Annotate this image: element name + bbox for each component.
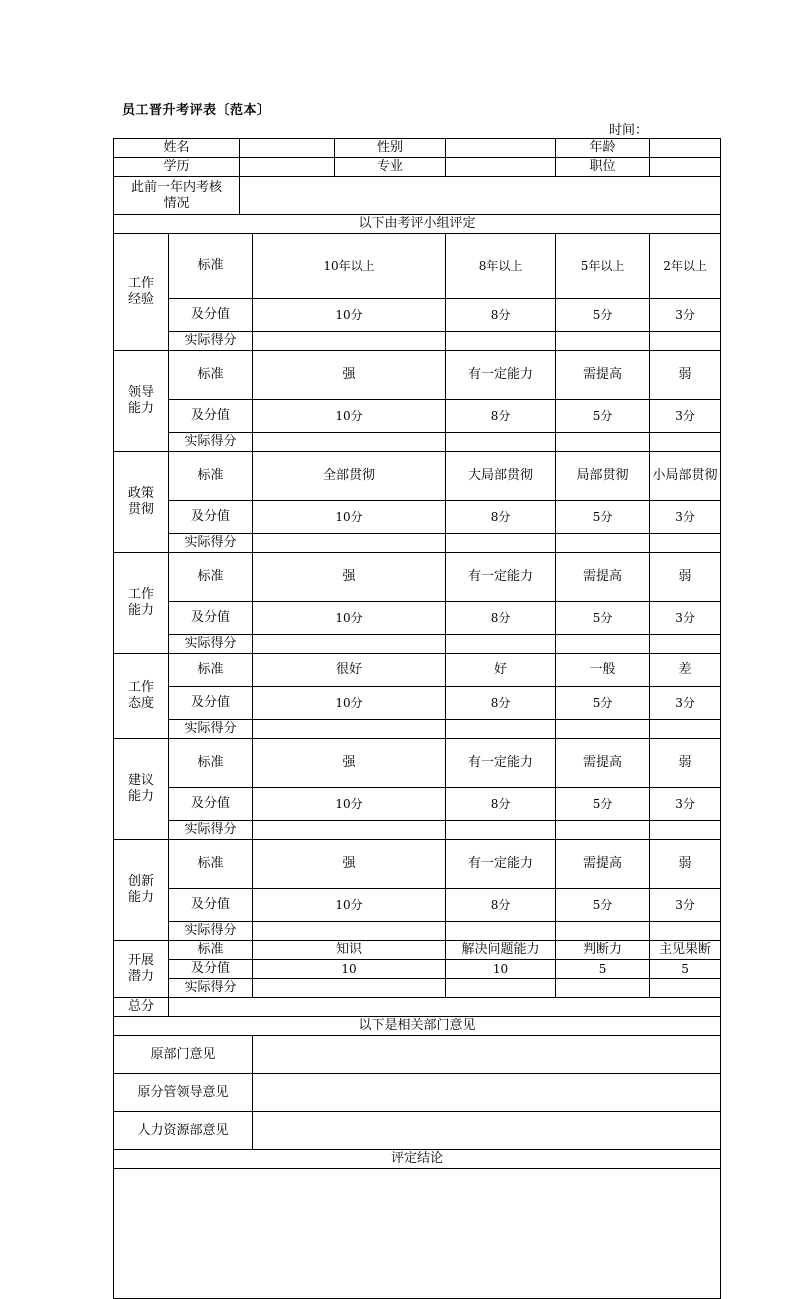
total-label: 总分 [114, 998, 169, 1017]
score-value: 8分 [446, 889, 556, 922]
category-actual-row [114, 433, 721, 452]
score-value: 10分 [253, 501, 446, 534]
actual-score-cell[interactable] [650, 332, 721, 351]
actual-score-cell[interactable] [253, 534, 446, 553]
opinion-value-cell[interactable] [253, 1112, 721, 1150]
actual-score-cell[interactable] [446, 332, 556, 351]
category-actual-row [114, 720, 721, 739]
category-standard-row [114, 452, 721, 501]
gender-value-cell[interactable] [446, 139, 556, 158]
standard-option: 8年以上 [446, 234, 556, 299]
actual-score-cell[interactable] [650, 534, 721, 553]
standard-option: 强 [253, 351, 446, 400]
evaluation-form-table [113, 138, 721, 1299]
actual-score-label: 实际得分 [169, 534, 253, 553]
category-label: 政策 贯彻 [114, 452, 169, 553]
major-label: 专业 [335, 158, 446, 177]
score-value: 5分 [556, 400, 650, 433]
score-value: 5 [650, 960, 721, 979]
score-value: 3分 [650, 602, 721, 635]
actual-score-cell[interactable] [556, 332, 650, 351]
standard-option: 解决问题能力 [446, 941, 556, 960]
education-value-cell[interactable] [240, 158, 335, 177]
actual-score-cell[interactable] [650, 635, 721, 654]
standard-option: 需提高 [556, 553, 650, 602]
score-value-label: 及分值 [169, 687, 253, 720]
actual-score-cell[interactable] [253, 922, 446, 941]
category-standard-row [114, 840, 721, 889]
opinion-row [114, 1112, 721, 1150]
category-score-row [114, 299, 721, 332]
standard-option: 差 [650, 654, 721, 687]
score-value: 5分 [556, 299, 650, 332]
actual-score-cell[interactable] [650, 433, 721, 452]
score-value-label: 及分值 [169, 501, 253, 534]
score-value: 8分 [446, 400, 556, 433]
actual-score-cell[interactable] [556, 821, 650, 840]
standard-option: 弱 [650, 840, 721, 889]
category-actual-row [114, 534, 721, 553]
score-value: 8分 [446, 501, 556, 534]
score-value: 10 [446, 960, 556, 979]
standard-option: 需提高 [556, 840, 650, 889]
score-value: 5分 [556, 501, 650, 534]
category-standard-row [114, 654, 721, 687]
actual-score-label: 实际得分 [169, 720, 253, 739]
conclusion-body-row [114, 1169, 721, 1299]
prior-review-label: 此前一年内考核 情况 [114, 177, 240, 215]
category-label: 工作 能力 [114, 553, 169, 654]
score-value: 8分 [446, 687, 556, 720]
score-value: 10 [253, 960, 446, 979]
score-value: 5 [556, 960, 650, 979]
standard-option: 大局部贯彻 [446, 452, 556, 501]
standard-label: 标准 [169, 739, 253, 788]
standard-option: 弱 [650, 739, 721, 788]
total-value-cell[interactable] [169, 998, 721, 1017]
basic-row-2 [114, 158, 721, 177]
opinion-label: 原部门意见 [114, 1036, 253, 1074]
category-actual-row [114, 635, 721, 654]
score-value-label: 及分值 [169, 889, 253, 922]
standard-option: 很好 [253, 654, 446, 687]
score-value: 10分 [253, 687, 446, 720]
opinion-label: 原分管领导意见 [114, 1074, 253, 1112]
standard-option: 判断力 [556, 941, 650, 960]
standard-label: 标准 [169, 840, 253, 889]
gender-label: 性别 [335, 139, 446, 158]
opinion-value-cell[interactable] [253, 1036, 721, 1074]
standard-label: 标准 [169, 351, 253, 400]
category-standard-row [114, 739, 721, 788]
category-standard-row [114, 941, 721, 960]
standard-option: 知识 [253, 941, 446, 960]
position-label: 职位 [556, 158, 650, 177]
score-value: 3分 [650, 788, 721, 821]
standard-option: 小局部贯彻 [650, 452, 721, 501]
score-value-label: 及分值 [169, 788, 253, 821]
actual-score-cell[interactable] [253, 720, 446, 739]
category-label: 建议 能力 [114, 739, 169, 840]
basic-row-1 [114, 139, 721, 158]
dept-header: 以下是相关部门意见 [114, 1017, 721, 1036]
document-title: 员工晋升考评表〔范本〕 [122, 103, 271, 118]
category-score-row [114, 960, 721, 979]
actual-score-cell[interactable] [556, 433, 650, 452]
standard-option: 强 [253, 840, 446, 889]
standard-label: 标准 [169, 654, 253, 687]
actual-score-cell[interactable] [556, 979, 650, 998]
category-score-row [114, 602, 721, 635]
panel-header: 以下由考评小组评定 [114, 215, 721, 234]
standard-option: 强 [253, 553, 446, 602]
standard-option: 有一定能力 [446, 840, 556, 889]
actual-score-cell[interactable] [650, 979, 721, 998]
standard-label: 标准 [169, 234, 253, 299]
age-value-cell[interactable] [650, 139, 721, 158]
category-standard-row [114, 234, 721, 299]
education-label: 学历 [114, 158, 240, 177]
actual-score-cell[interactable] [446, 922, 556, 941]
actual-score-cell[interactable] [446, 433, 556, 452]
opinion-value-cell[interactable] [253, 1074, 721, 1112]
score-value: 10分 [253, 889, 446, 922]
category-actual-row [114, 821, 721, 840]
score-value-label: 及分值 [169, 299, 253, 332]
standard-option: 局部贯彻 [556, 452, 650, 501]
category-label: 领导 能力 [114, 351, 169, 452]
actual-score-cell[interactable] [446, 821, 556, 840]
opinion-row [114, 1036, 721, 1074]
panel-header-row [114, 215, 721, 234]
conclusion-header-row [114, 1150, 721, 1169]
dept-header-row [114, 1017, 721, 1036]
standard-label: 标准 [169, 553, 253, 602]
actual-score-label: 实际得分 [169, 332, 253, 351]
actual-score-cell[interactable] [446, 979, 556, 998]
standard-option: 需提高 [556, 351, 650, 400]
name-value-cell[interactable] [240, 139, 335, 158]
conclusion-header: 评定结论 [114, 1150, 721, 1169]
standard-option: 主见果断 [650, 941, 721, 960]
category-standard-row [114, 553, 721, 602]
actual-score-cell[interactable] [253, 979, 446, 998]
score-value: 5分 [556, 889, 650, 922]
age-label: 年龄 [556, 139, 650, 158]
score-value: 8分 [446, 788, 556, 821]
actual-score-cell[interactable] [650, 720, 721, 739]
standard-option: 弱 [650, 351, 721, 400]
conclusion-value-cell[interactable] [114, 1169, 721, 1299]
category-label: 工作 经验 [114, 234, 169, 351]
actual-score-label: 实际得分 [169, 635, 253, 654]
actual-score-cell[interactable] [650, 821, 721, 840]
score-value: 10分 [253, 788, 446, 821]
category-score-row [114, 788, 721, 821]
standard-option: 一般 [556, 654, 650, 687]
standard-option: 弱 [650, 553, 721, 602]
category-score-row [114, 687, 721, 720]
actual-score-label: 实际得分 [169, 979, 253, 998]
category-label: 创新 能力 [114, 840, 169, 941]
standard-option: 10年以上 [253, 234, 446, 299]
score-value: 3分 [650, 687, 721, 720]
actual-score-cell[interactable] [556, 635, 650, 654]
standard-option: 全部贯彻 [253, 452, 446, 501]
actual-score-cell[interactable] [253, 433, 446, 452]
major-value-cell[interactable] [446, 158, 556, 177]
standard-option: 有一定能力 [446, 553, 556, 602]
actual-score-cell[interactable] [556, 534, 650, 553]
score-value-label: 及分值 [169, 400, 253, 433]
score-value: 10分 [253, 602, 446, 635]
score-value: 3分 [650, 889, 721, 922]
actual-score-label: 实际得分 [169, 821, 253, 840]
opinion-label: 人力资源部意见 [114, 1112, 253, 1150]
standard-label: 标准 [169, 941, 253, 960]
name-label: 姓名 [114, 139, 240, 158]
actual-score-cell[interactable] [650, 922, 721, 941]
standard-option: 好 [446, 654, 556, 687]
standard-option: 强 [253, 739, 446, 788]
standard-option: 需提高 [556, 739, 650, 788]
actual-score-cell[interactable] [253, 635, 446, 654]
standard-option: 有一定能力 [446, 739, 556, 788]
prior-review-row [114, 177, 721, 215]
score-value: 10分 [253, 299, 446, 332]
score-value: 5分 [556, 602, 650, 635]
category-label: 开展 潜力 [114, 941, 169, 998]
category-label: 工作 态度 [114, 654, 169, 739]
score-value-label: 及分值 [169, 960, 253, 979]
score-value-label: 及分值 [169, 602, 253, 635]
actual-score-cell[interactable] [446, 720, 556, 739]
score-value: 5分 [556, 788, 650, 821]
category-actual-row [114, 979, 721, 998]
actual-score-cell[interactable] [556, 922, 650, 941]
actual-score-cell[interactable] [556, 720, 650, 739]
actual-score-label: 实际得分 [169, 922, 253, 941]
time-label: 时间： [609, 123, 649, 138]
prior-review-value-cell[interactable] [240, 177, 721, 215]
category-standard-row [114, 351, 721, 400]
category-actual-row [114, 332, 721, 351]
actual-score-cell[interactable] [446, 534, 556, 553]
position-value-cell[interactable] [650, 158, 721, 177]
actual-score-cell[interactable] [253, 821, 446, 840]
category-actual-row [114, 922, 721, 941]
category-score-row [114, 501, 721, 534]
standard-option: 5年以上 [556, 234, 650, 299]
score-value: 3分 [650, 299, 721, 332]
standard-option: 有一定能力 [446, 351, 556, 400]
score-value: 10分 [253, 400, 446, 433]
standard-option: 2年以上 [650, 234, 721, 299]
score-value: 8分 [446, 299, 556, 332]
actual-score-cell[interactable] [253, 332, 446, 351]
standard-label: 标准 [169, 452, 253, 501]
score-value: 5分 [556, 687, 650, 720]
category-score-row [114, 400, 721, 433]
opinion-row [114, 1074, 721, 1112]
score-value: 3分 [650, 501, 721, 534]
category-score-row [114, 889, 721, 922]
actual-score-label: 实际得分 [169, 433, 253, 452]
actual-score-cell[interactable] [446, 635, 556, 654]
score-value: 3分 [650, 400, 721, 433]
total-row [114, 998, 721, 1017]
score-value: 8分 [446, 602, 556, 635]
